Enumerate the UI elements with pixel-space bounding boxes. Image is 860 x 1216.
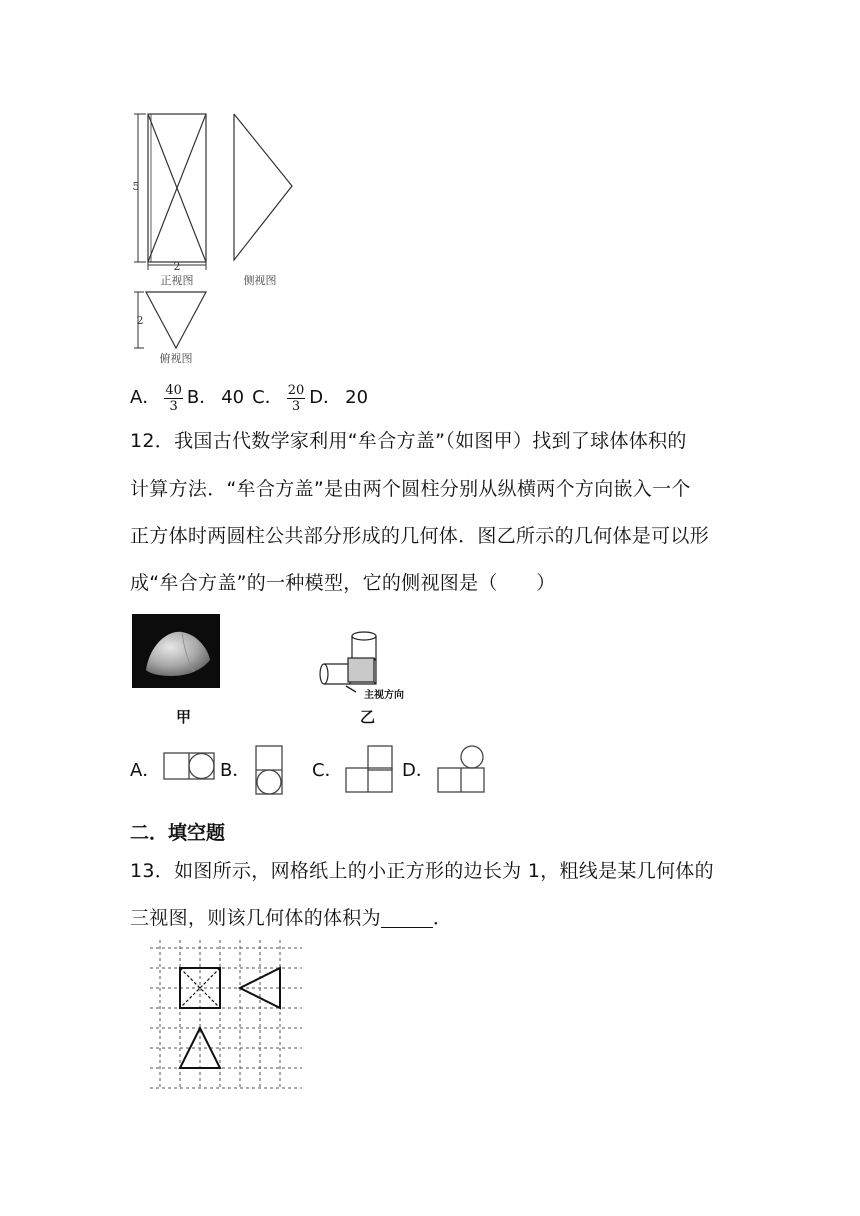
q12-option-a-label: A． bbox=[130, 760, 161, 781]
option-a-fraction: $\frac{40}{3}$ bbox=[165, 382, 182, 414]
front-view bbox=[148, 114, 206, 262]
front-view-label: 正视图 bbox=[160, 274, 194, 287]
q12-line-2: 计算方法．“牟合方盖”是由两个圆柱分别从纵横两个方向嵌入一个 bbox=[130, 478, 691, 500]
side-view bbox=[234, 114, 292, 260]
option-c-fraction: $\frac{20}{3}$ bbox=[287, 382, 305, 414]
figure-yi-model bbox=[310, 630, 430, 694]
q13-line-1: 13．如图所示，网格纸上的小正方形的边长为 1，粗线是某几何体的 bbox=[130, 860, 714, 882]
option-c-label: C． bbox=[252, 387, 283, 408]
figure-jia-photo bbox=[132, 614, 220, 688]
q11-options bbox=[130, 380, 368, 416]
option-b-value: 40 bbox=[221, 387, 245, 408]
option-d-label: D． bbox=[309, 387, 342, 408]
q12-option-d-label: D． bbox=[402, 760, 434, 781]
option-c-side-view bbox=[344, 744, 394, 794]
option-a-label: A． bbox=[130, 387, 161, 408]
depth-label: 2 bbox=[136, 314, 144, 327]
answer-blank[interactable] bbox=[381, 909, 433, 928]
q13-line-2-end: ． bbox=[432, 907, 453, 929]
side-view-label: 侧视图 bbox=[243, 274, 277, 287]
q11-three-view-figure bbox=[126, 108, 306, 370]
q12-option-c-label: C． bbox=[312, 760, 343, 781]
option-d-side-view bbox=[436, 744, 486, 794]
q12-line-3: 正方体时两圆柱公共部分形成的几何体．图乙所示的几何体是可以形 bbox=[130, 525, 710, 547]
width-label: 2 bbox=[173, 260, 181, 273]
q13-grid-figure bbox=[150, 940, 302, 1090]
option-a-side-view bbox=[162, 750, 216, 782]
q12-option-b-label: B． bbox=[220, 760, 251, 781]
option-b-label: B． bbox=[186, 387, 218, 408]
height-label: 5 bbox=[132, 180, 140, 193]
top-view bbox=[146, 292, 206, 348]
q12-line-1: 12．我国古代数学家利用“牟合方盖”（如图甲）找到了球体体积的 bbox=[130, 430, 687, 452]
q13-line-2-text: 三视图，则该几何体的体积为 bbox=[130, 907, 381, 929]
section-title: 二．填空题 bbox=[130, 822, 226, 844]
view-direction-label: 主视方向 bbox=[364, 690, 404, 701]
q12-line-4: 成“牟合方盖”的一种模型，它的侧视图是（ ） bbox=[130, 572, 556, 594]
option-d-value: 20 bbox=[345, 387, 369, 408]
option-b-side-view bbox=[254, 744, 284, 796]
figure-yi-caption: 乙 bbox=[360, 708, 376, 726]
q13-line-2 bbox=[130, 909, 452, 928]
top-view-label: 俯视图 bbox=[159, 352, 193, 365]
figure-jia-caption: 甲 bbox=[176, 708, 192, 726]
